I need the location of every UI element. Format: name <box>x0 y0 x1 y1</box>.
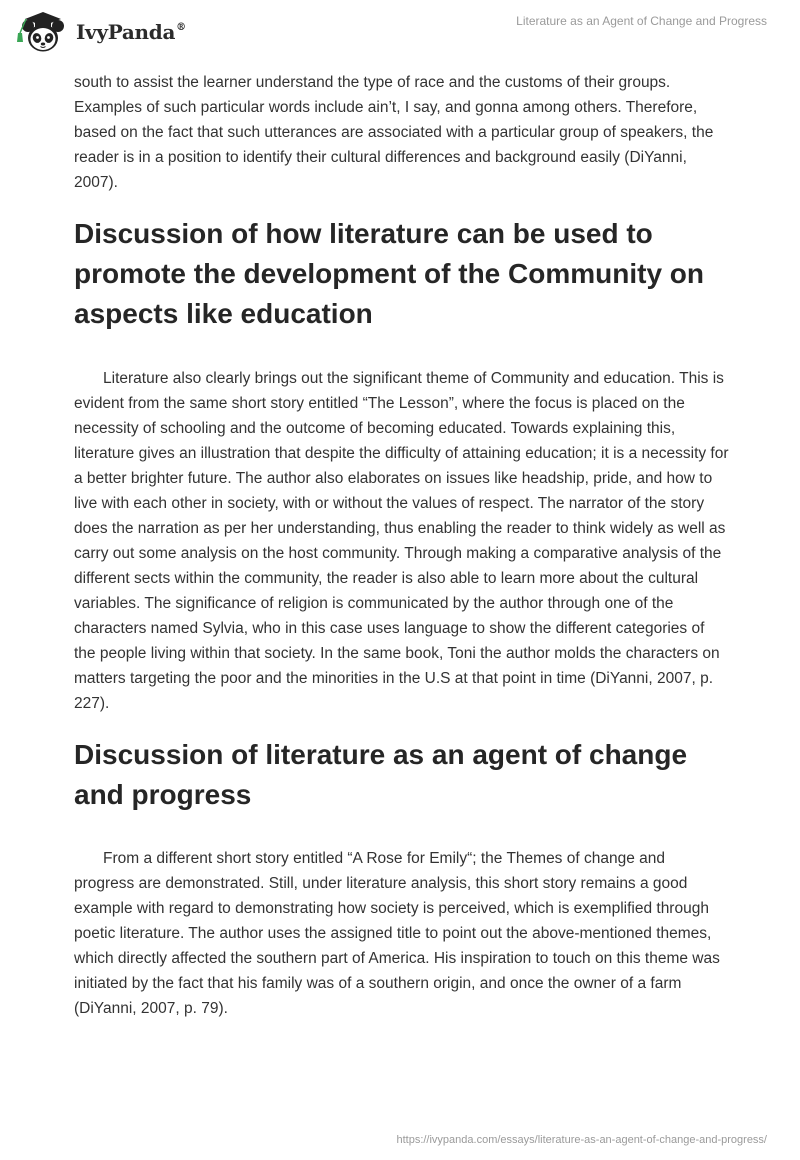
panda-graduation-cap-icon <box>14 9 72 55</box>
trademark-symbol: ® <box>176 22 186 33</box>
section-heading-education: Discussion of how literature can be used to promote the development of the Community on aspects like education <box>74 218 705 329</box>
brand-text: IvyPanda <box>76 20 176 44</box>
paragraph-1: south to assist the learner understand the type of race and the customs of their groups. Examples of such particular words include ain’t, I say, and gonna among others. Therefore, based on the fact that such utterances are associated with a particular group of speakers, the reader is in a position to identify their cultural differences and background easily (DiYanni, 2007). <box>74 74 714 191</box>
footer-source-url[interactable]: https://ivypanda.com/essays/literature-as-an-agent-of-change-and-progress/ <box>396 1134 767 1146</box>
paragraph-2: Literature also clearly brings out the significant theme of Community and education. This is evident from the same short story entitled “The Lesson”, where the focus is placed on the necessity of schooling and the outcome of becoming educated. Towards explaining this, literature gives an illustration that despite the difficulty of attaining education; it is a necessity for a better brighter future. The author also elaborates on issues like headship, pride, and how to live with each other in society, with or without the values of respect. The narrator of the story does the narration as per her understanding, thus enabling the reader to think widely as well as carry out some analysis on the host community. Through making a comparative analysis of the different sects within the community, the reader is also able to learn more about the cultural variables. The significance of religion is communicated by the author through one of the characters named Sylvia, who in this case uses language to show the different categories of the people living within that society. In the same book, Toni the author molds the characters on matters targeting the poor and the minorities in the U.S at that point in time (DiYanni, 2007, p. 227). <box>74 370 729 712</box>
section-heading-change-progress: Discussion of literature as an agent of change and progress <box>74 739 688 810</box>
document-title: Literature as an Agent of Change and Progress <box>516 14 767 28</box>
brand-name <box>76 20 186 44</box>
page-header <box>0 0 800 70</box>
article-body <box>74 70 729 1021</box>
logo[interactable] <box>14 9 186 55</box>
paragraph-3: From a different short story entitled “A Rose for Emily“; the Themes of change and progress are demonstrated. Still, under literature analysis, this short story remains a good example with regard to demonstrating how society is perceived, which is exemplified through poetic literature. The author uses the assigned title to point out the above-mentioned themes, which directly affected the southern part of America. His inspiration to touch on this theme was initiated by the fact that his family was of a southern origin, and once the owner of a farm (DiYanni, 2007, p. 79). <box>74 850 720 1017</box>
